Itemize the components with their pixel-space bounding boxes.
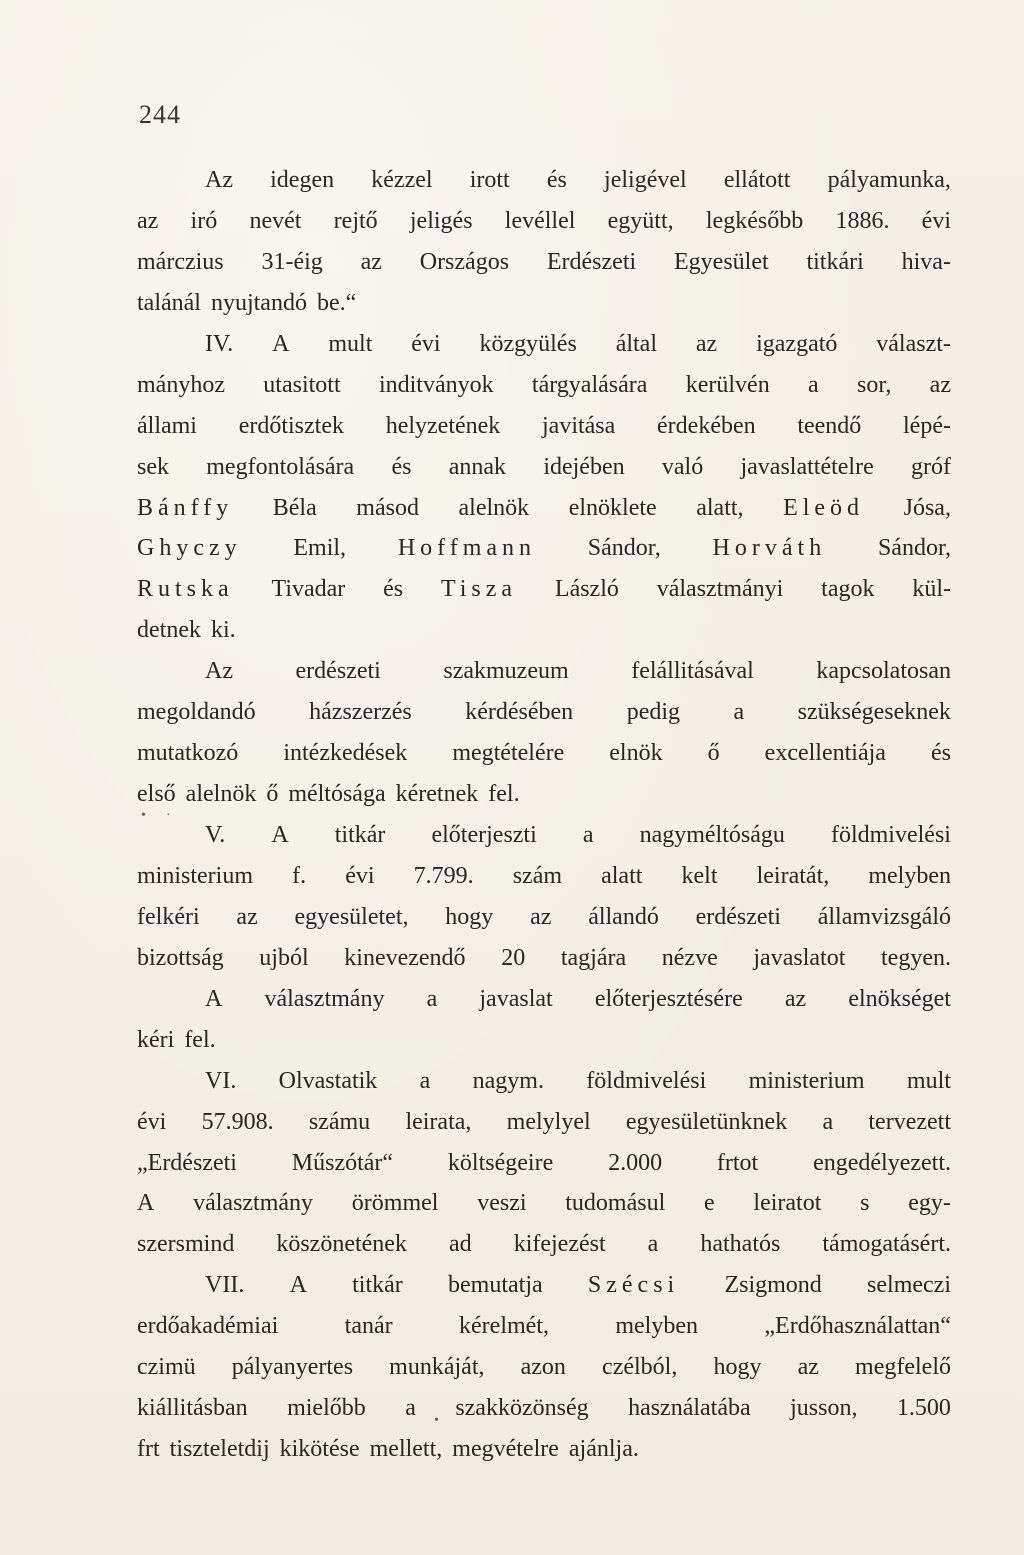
word: tervezett (868, 1108, 951, 1135)
word: érdekében (657, 412, 756, 439)
word: pedig (626, 699, 681, 726)
word: bizottság (137, 944, 224, 971)
word: leiratát, (756, 862, 830, 889)
word: felkéri (137, 903, 200, 930)
word: legkésőbb (705, 207, 804, 234)
word: köszönetének (276, 1231, 407, 1258)
word: az (695, 330, 718, 357)
word: engedélyezett. (813, 1149, 951, 1176)
word: titkári (806, 248, 864, 275)
word: tanár (344, 1313, 393, 1340)
text-line (137, 1102, 951, 1143)
word: választmányi (656, 576, 784, 603)
word: alelnök (458, 494, 530, 521)
text-line (137, 242, 951, 283)
word: kifejezést (513, 1231, 606, 1258)
word: tagok (821, 576, 875, 603)
word: hathatós (700, 1231, 781, 1258)
word: megtételére (452, 740, 565, 767)
word: s (860, 1190, 870, 1217)
word: együtt, (607, 207, 674, 234)
word: ujból (259, 944, 309, 971)
text-line (137, 610, 951, 651)
word: excellentiája (764, 740, 886, 767)
text-line (137, 1224, 951, 1265)
word: kikötése (279, 1436, 360, 1463)
word: javaslatot (753, 944, 846, 971)
word: nagyméltóságu (639, 822, 785, 848)
word: pályamunka, (827, 167, 951, 193)
text-line (137, 897, 951, 938)
word: A (271, 822, 289, 848)
word: megoldandó (137, 699, 256, 726)
word: melyben (868, 862, 951, 889)
word: választmány (193, 1190, 314, 1217)
word: IV. (205, 330, 234, 357)
word: idejében (543, 453, 625, 480)
word: ki. (210, 617, 236, 644)
word: a (419, 1067, 431, 1094)
text-line (137, 692, 951, 733)
word: VII. (205, 1272, 245, 1299)
word: 57.908. (201, 1108, 274, 1135)
word: megfontolására (206, 453, 355, 480)
word: elnöklete (568, 494, 657, 521)
word: utasitott (263, 371, 341, 398)
text-line (137, 1388, 951, 1429)
word: javaslat (479, 985, 553, 1012)
word: alatt (601, 862, 643, 889)
word: helyzetének (385, 412, 501, 439)
text-line (137, 365, 951, 406)
word: inditványok (378, 371, 494, 398)
word: intézkedések (283, 740, 408, 767)
word: Eleöd (783, 494, 865, 521)
word: Bánffy (137, 494, 234, 521)
word: A (137, 1190, 155, 1217)
word: alelnök (185, 781, 257, 808)
word: a (582, 822, 594, 848)
word: 2.000 (608, 1149, 663, 1176)
word: idegen (270, 167, 335, 193)
word: A (272, 330, 290, 357)
word: Ghyczy (137, 535, 242, 562)
word: Műszótár“ (291, 1149, 394, 1176)
word: megfelelő (855, 1354, 951, 1381)
word: a (647, 1231, 659, 1258)
word: javitása (542, 412, 616, 439)
word: rejtő (333, 207, 378, 234)
word: melyben (615, 1313, 698, 1340)
word: Olvastatik (278, 1067, 378, 1094)
word: fel. (488, 781, 520, 808)
word: e (704, 1190, 715, 1217)
word: erdészeti (695, 903, 781, 930)
word: frt (137, 1436, 160, 1463)
word: Egyesület (674, 248, 769, 275)
word: számu (308, 1108, 371, 1135)
body-text (137, 160, 951, 1470)
word: A (205, 985, 223, 1012)
word: kiállitásban (137, 1395, 248, 1422)
text-line (137, 1143, 951, 1184)
word: leirata, (405, 1108, 472, 1135)
word: Jósa, (903, 494, 951, 521)
text-line (137, 774, 951, 815)
word: erdészeti (295, 658, 381, 685)
word: czimü (137, 1354, 196, 1381)
word: pályanyertes (231, 1354, 354, 1381)
word: Béla (272, 494, 317, 521)
word: első (137, 781, 176, 808)
word: nyujtandó (210, 289, 307, 316)
word: költségeire (447, 1149, 554, 1176)
word: örömmel (351, 1190, 439, 1217)
word: egyesületünknek (625, 1108, 788, 1135)
word: mult (906, 1067, 951, 1094)
word: az (784, 985, 807, 1012)
word: az (530, 903, 552, 930)
word: selmeczi (867, 1272, 951, 1299)
word: ő (707, 740, 720, 767)
word: alatt, (696, 494, 744, 521)
word: 20 (501, 944, 526, 971)
text-line (137, 1347, 951, 1388)
word: VI. (205, 1067, 237, 1094)
text-line (137, 447, 951, 488)
word: László (554, 576, 619, 603)
word: mult (328, 330, 373, 357)
word: egy- (908, 1190, 951, 1217)
word: kézzel (371, 167, 433, 193)
word: sor, (856, 371, 892, 398)
word: közgyülés (479, 330, 577, 357)
text-line (137, 1061, 951, 1102)
word: veszi (477, 1190, 527, 1217)
word: gróf (911, 453, 951, 480)
word: kérelmét, (459, 1313, 549, 1340)
word: Erdészeti (546, 248, 637, 275)
text-line (137, 528, 951, 569)
word: állami (137, 412, 197, 439)
word: szersmind (137, 1231, 235, 1258)
word: Sándor, (877, 535, 951, 562)
word: Emil, (293, 535, 347, 562)
word: talánál (137, 289, 201, 316)
word: használatába (628, 1395, 751, 1422)
word: erdőakadémiai (137, 1313, 279, 1340)
word: Sándor, (587, 535, 661, 562)
word: az (360, 248, 382, 275)
word: szakmuzeum (443, 658, 569, 685)
word: támogatásért. (822, 1231, 951, 1258)
text-line (137, 1020, 951, 1061)
word: és (930, 740, 951, 767)
word: detnek (137, 617, 201, 644)
word: munkáját, (389, 1354, 485, 1381)
word: előterjeszti (431, 822, 537, 848)
word: előterjesztésére (594, 985, 743, 1012)
word: titkár (352, 1272, 403, 1299)
word: hiva- (901, 248, 951, 275)
text-line (137, 569, 951, 610)
word: Az (205, 658, 233, 685)
word: mellett, (369, 1436, 443, 1463)
word: választ- (876, 330, 951, 357)
word: a (822, 1108, 834, 1135)
text-line (137, 488, 951, 529)
text-line (137, 160, 951, 201)
word: sek (137, 453, 169, 480)
word: jeligével (604, 167, 687, 193)
word: fel. (184, 1026, 216, 1053)
word: kérdésében (465, 699, 574, 726)
word: méltósága (288, 781, 386, 808)
word: a (808, 371, 819, 398)
word: erdőtisztek (238, 412, 344, 439)
word: és (546, 167, 567, 193)
word: hogy (445, 903, 494, 930)
word: 1.500 (896, 1395, 951, 1422)
text-line (137, 815, 951, 856)
word: szükségeseknek (797, 699, 951, 726)
word: mutatkozó (137, 740, 239, 767)
word: elnökséget (848, 985, 951, 1012)
word: lépé- (903, 412, 951, 439)
word: évi (411, 330, 441, 357)
word: Tivadar (271, 576, 346, 603)
word: Rutska (137, 576, 234, 603)
word: ő (266, 781, 279, 808)
word: nevét (249, 207, 302, 234)
word: javaslattételre (740, 453, 874, 480)
word: 7.799. (413, 862, 474, 889)
word: és (383, 576, 404, 603)
word: évi (345, 862, 375, 889)
word: kéretnek (395, 781, 479, 808)
stray-mark: • (434, 1413, 439, 1428)
word: 1886. (835, 207, 890, 234)
word: bemutatja (448, 1272, 543, 1299)
word: tegyen. (881, 944, 951, 971)
word: a (405, 1395, 416, 1422)
stray-mark: • (141, 808, 146, 823)
word: állandó (588, 903, 659, 930)
text-line (137, 979, 951, 1020)
word: kül- (912, 576, 951, 603)
word: évi (137, 1108, 167, 1135)
word: azon (520, 1354, 566, 1381)
text-line (137, 938, 951, 979)
word: tiszteletdij (169, 1436, 270, 1463)
word: nézve (661, 944, 718, 971)
word: választmány (264, 985, 385, 1012)
word: való (661, 453, 704, 480)
word: az (236, 903, 258, 930)
word: a (426, 985, 438, 1012)
word: „Erdészeti (137, 1149, 237, 1176)
word: kelt (681, 862, 718, 889)
word: teendő (797, 412, 862, 439)
word: az (929, 371, 951, 398)
text-line (137, 283, 951, 324)
word: f. (292, 862, 307, 889)
word: iró (190, 207, 218, 234)
word: Tisza (440, 576, 518, 603)
word: ellátott (723, 167, 791, 193)
word: szám (512, 862, 563, 889)
word: és (391, 453, 412, 480)
word: A (289, 1272, 307, 1299)
word: kinevezendő (344, 944, 466, 971)
word: felállitásával (631, 658, 754, 685)
word: ajánlja. (568, 1436, 639, 1463)
word: V. (205, 822, 226, 848)
word: földmivelési (830, 822, 951, 848)
word: kéri (137, 1026, 175, 1053)
word: a (733, 699, 745, 726)
word: leiratot (753, 1190, 822, 1217)
word: házszerzés (309, 699, 412, 726)
word: megvételre (452, 1436, 559, 1463)
word: czélból, (602, 1354, 678, 1381)
word: Az (205, 167, 233, 193)
word: az (137, 207, 159, 234)
word: jusson, (790, 1395, 858, 1422)
word: Horváth (712, 535, 827, 562)
word: szakközönség (455, 1395, 589, 1422)
word: kapcsolatosan (816, 658, 951, 685)
word: tudomásul (565, 1190, 666, 1217)
word: titkár (334, 822, 386, 848)
stray-mark: · (166, 808, 171, 823)
word: irott (469, 167, 510, 193)
word: ministerium (137, 862, 253, 889)
word: tárgyalására (531, 371, 648, 398)
text-line (137, 324, 951, 365)
word: be.“ (316, 289, 357, 316)
word: levéllel (504, 207, 576, 234)
text-line (137, 1183, 951, 1224)
word: nagym. (472, 1067, 544, 1094)
text-line (137, 1306, 951, 1347)
word: Zsigmond (724, 1272, 822, 1299)
word: Szécsi (587, 1272, 680, 1299)
text-line (137, 406, 951, 447)
word: 31-éig (261, 248, 323, 275)
word: kerülvén (685, 371, 770, 398)
word: márczius (137, 248, 224, 275)
word: egyesületet, (294, 903, 409, 930)
word: ministerium (748, 1067, 865, 1094)
word: tagjára (560, 944, 627, 971)
word: melylyel (506, 1108, 591, 1135)
word: államvizsgáló (817, 903, 951, 930)
word: elnök (609, 740, 663, 767)
text-line (137, 1265, 951, 1306)
text-line (137, 733, 951, 774)
text-line (137, 1429, 951, 1470)
word: másod (356, 494, 419, 521)
word: mányhoz (137, 371, 225, 398)
word: „Erdőhasználattan“ (764, 1313, 951, 1340)
word: ad (449, 1231, 472, 1258)
word: igazgató (756, 330, 838, 357)
word: annak (448, 453, 507, 480)
word: mielőbb (287, 1395, 366, 1422)
word: évi (921, 207, 951, 234)
word: hogy (713, 1354, 762, 1381)
word: földmivelési (586, 1067, 707, 1094)
text-line (137, 856, 951, 897)
word: Hoffmann (397, 535, 537, 562)
text-line (137, 651, 951, 692)
word: jeligés (409, 207, 473, 234)
text-line (137, 201, 951, 242)
word: az (797, 1354, 819, 1381)
page-number: 244 (139, 100, 181, 129)
word: Országos (419, 248, 510, 275)
word: frtot (716, 1149, 759, 1176)
word: által (615, 330, 657, 357)
